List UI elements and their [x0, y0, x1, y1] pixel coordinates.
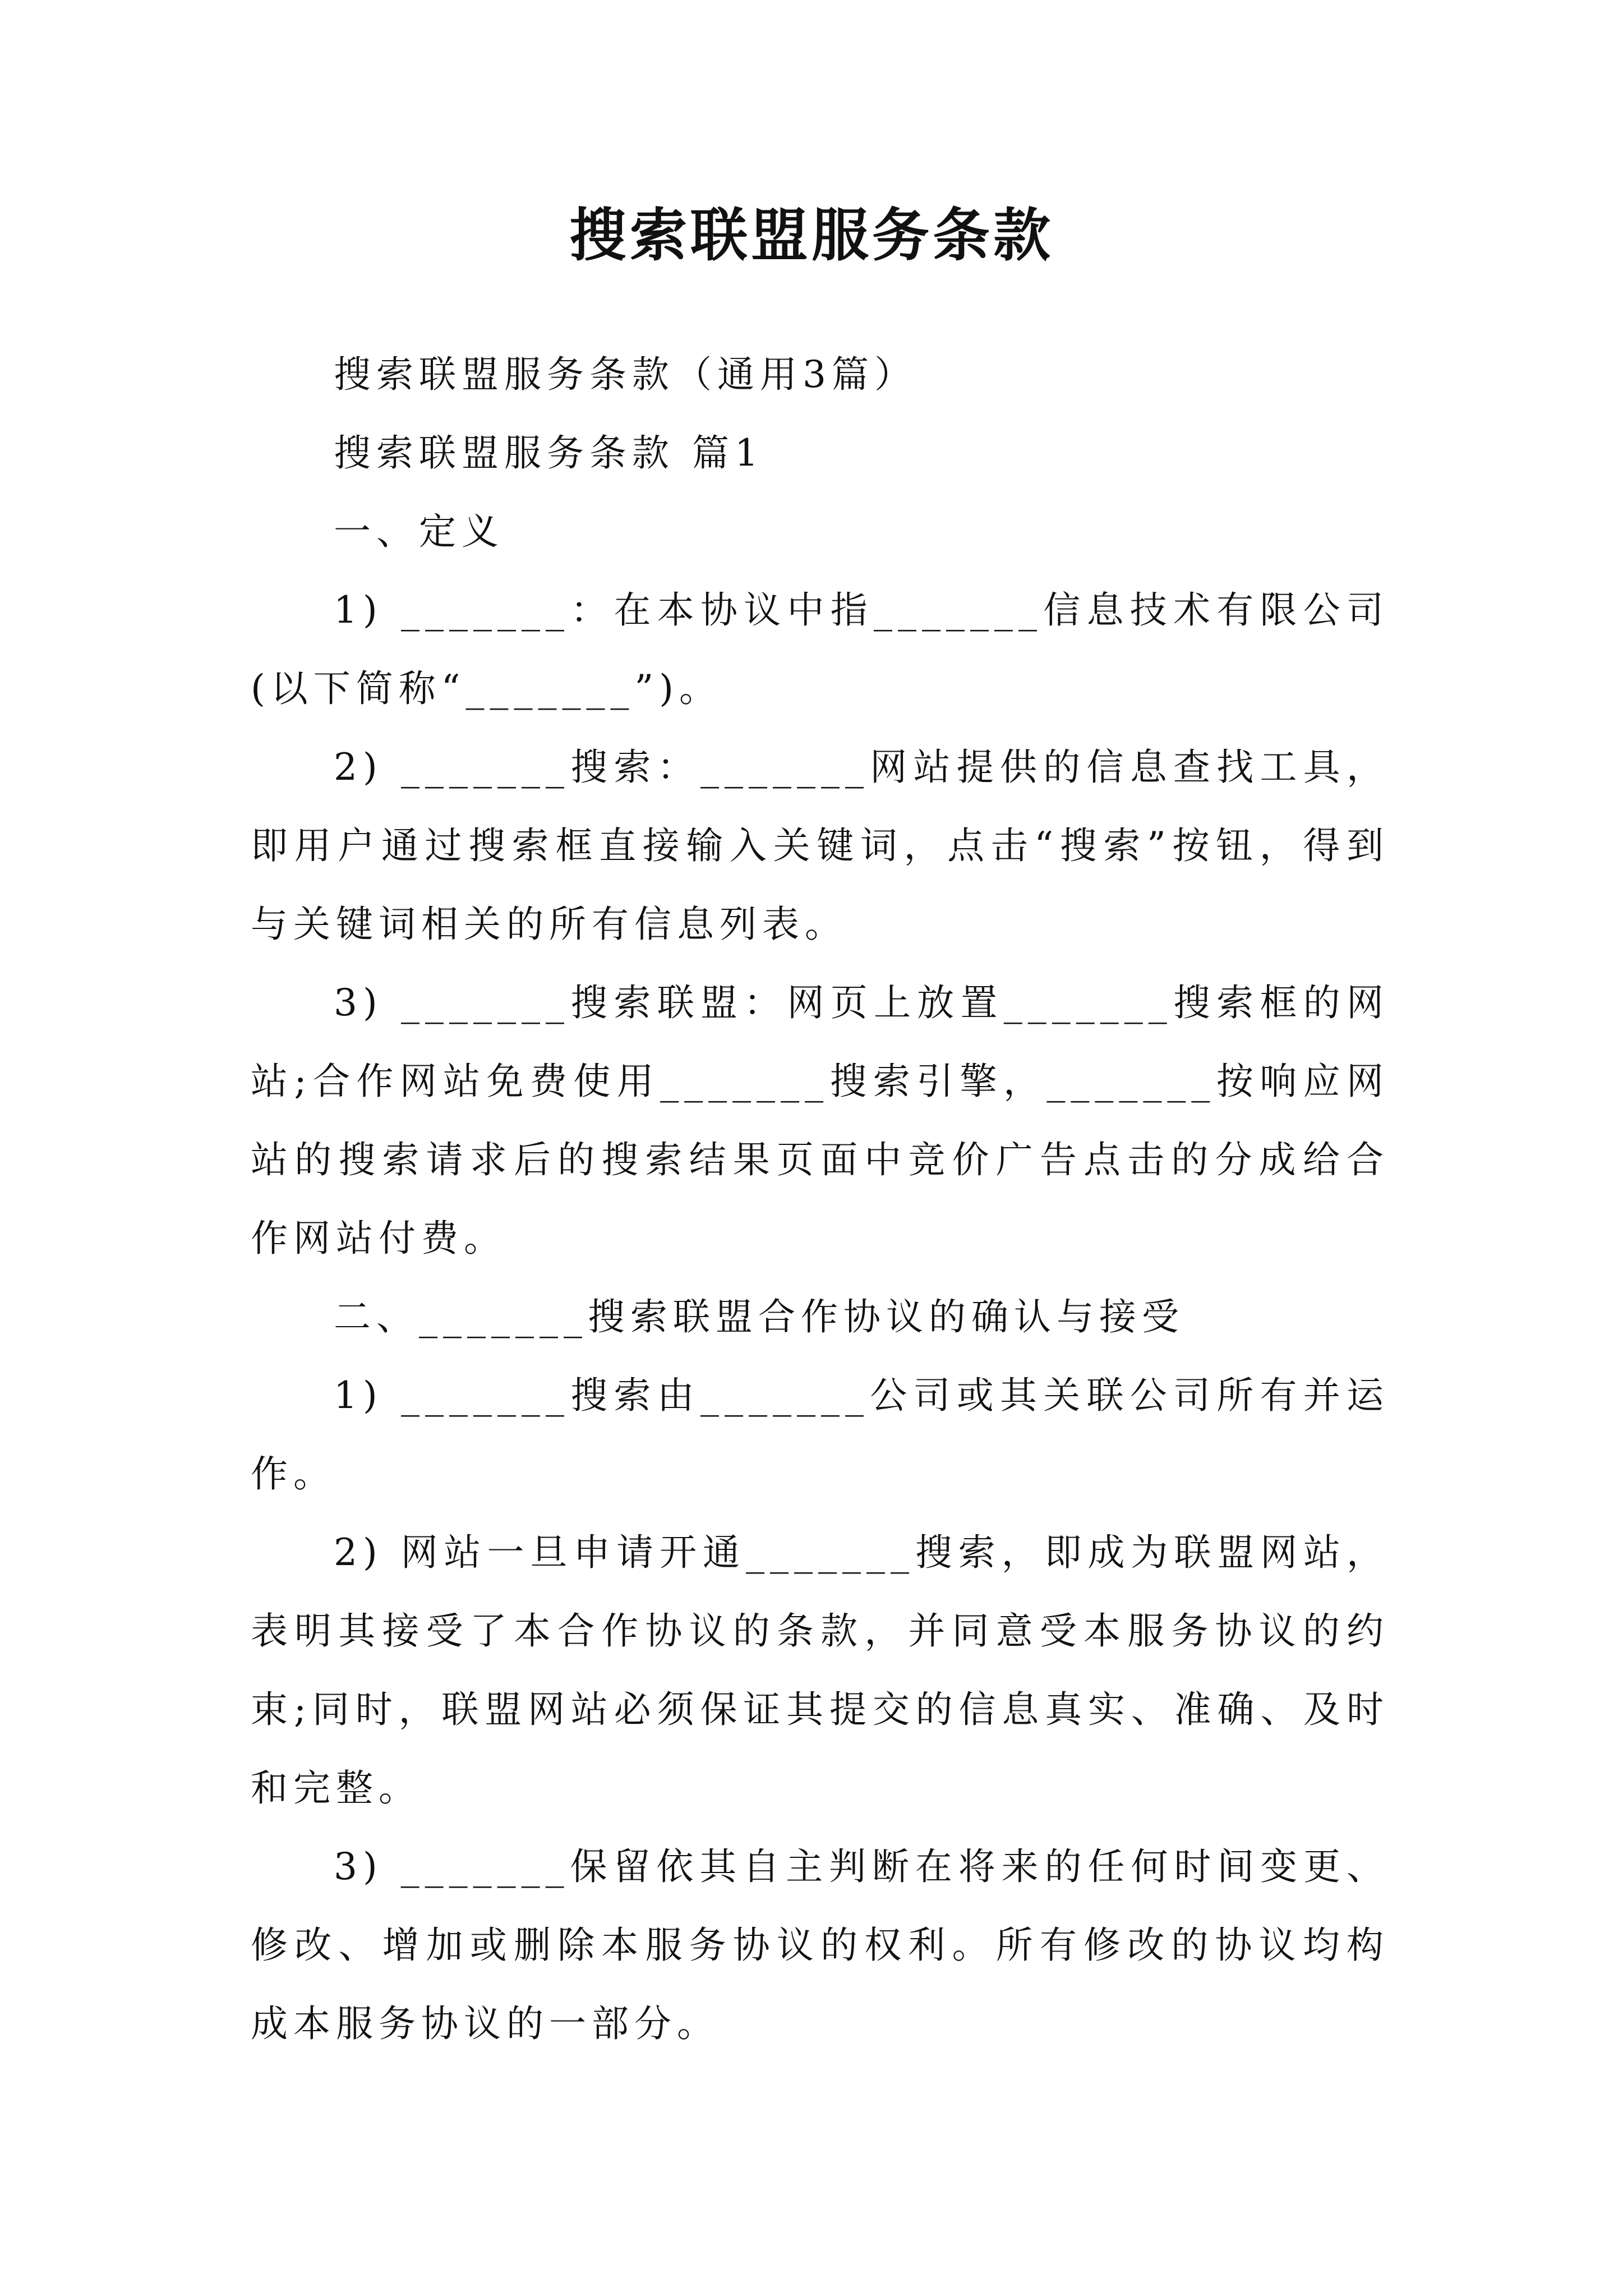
paragraph-subtitle: 搜索联盟服务条款（通用3篇）: [334, 353, 917, 396]
document-body: [251, 335, 1389, 2063]
paragraph-definition-2: 2) _______搜索：_______网站提供的信息查找工具，即用户通过搜索框直接输入关键词，点击“搜索”按钮，得到与关键词相关的所有信息列表。: [251, 746, 1389, 946]
paragraph-acceptance-1: 1) _______搜索由_______公司或其关联公司所有并运作。: [251, 1374, 1389, 1496]
paragraph-section-definition: 一、定义: [334, 510, 504, 553]
paragraph-section-acceptance: 二、_______搜索联盟合作协议的确认与接受: [334, 1295, 1184, 1338]
document-title: 搜索联盟服务条款: [569, 202, 1054, 269]
paragraph-acceptance-3: 3) _______保留依其自主判断在将来的任何时间变更、修改、增加或删除本服务协议的权利。所有修改的协议均构成本服务协议的一部分。: [251, 1845, 1389, 2045]
paragraph-part-heading: 搜索联盟服务条款 篇1: [334, 431, 764, 475]
paragraph-definition-1: 1) _______：在本协议中指_______信息技术有限公司(以下简称“_______”)。: [251, 588, 1389, 710]
paragraph-definition-3: 3) _______搜索联盟：网页上放置_______搜索框的网站;合作网站免费使用_______搜索引擎，_______按响应网站的搜索请求后的搜索结果页面中竞价广告点击的分成给合作网站付费。: [251, 981, 1389, 1260]
paragraph-acceptance-2: 2) 网站一旦申请开通_______搜索，即成为联盟网站，表明其接受了本合作协议的条款，并同意受本服务协议的约束;同时，联盟网站必须保证其提交的信息真实、准确、及时和完整。: [251, 1531, 1389, 1810]
